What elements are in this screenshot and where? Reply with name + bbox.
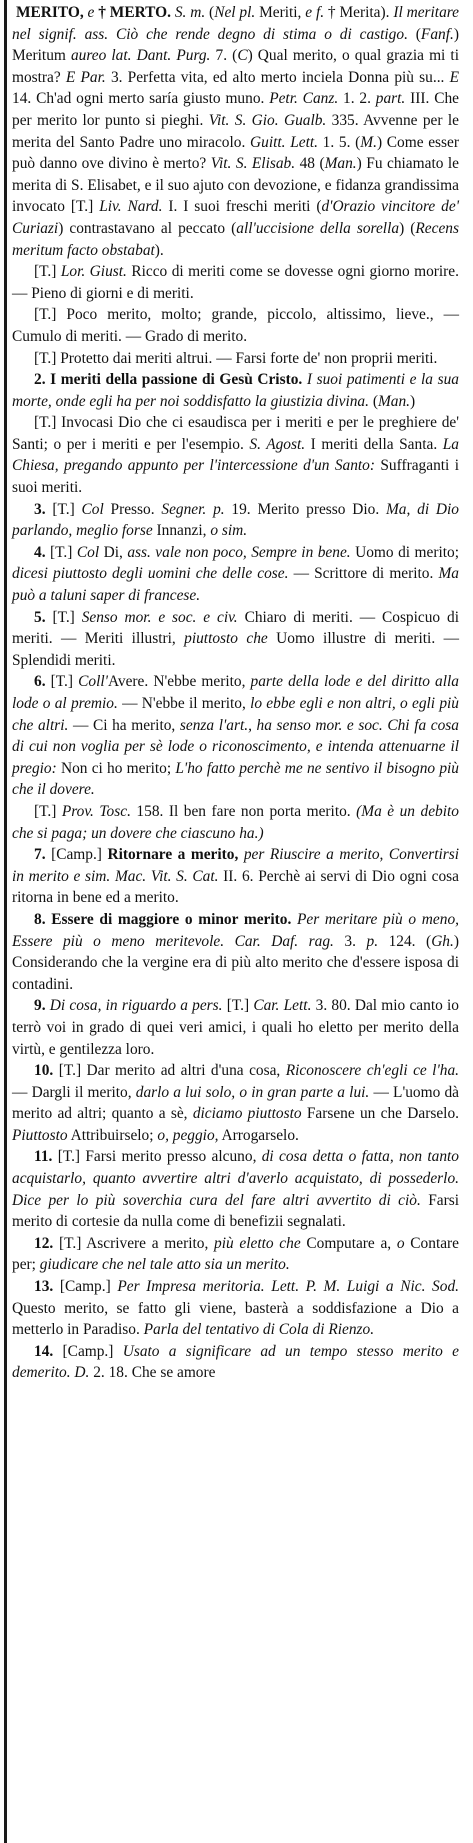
text-run: 7. ( xyxy=(210,47,238,65)
text-run: ( xyxy=(368,392,378,410)
text-run: [T.] xyxy=(34,263,61,281)
text-run: Per Impresa meritoria. Lett. P. M. Luigi a Nic. Sod. xyxy=(117,1278,459,1296)
text-run: 1. 2. xyxy=(338,90,376,108)
text-run: Vit. S. Gio. Gualb. xyxy=(208,111,327,129)
text-run: Uomo di merito; xyxy=(350,543,459,561)
text-run: 8. Essere di maggiore o minor merito. xyxy=(34,910,292,928)
text-run: 14. Ch'ad ogni merto saría giusto muno. xyxy=(12,90,270,108)
text-run: 2. I meriti della passione di Gesù Cristo. xyxy=(34,371,303,389)
entry-paragraph-16 xyxy=(12,1233,459,1276)
entry-paragraph-17 xyxy=(12,1276,459,1341)
entry-paragraph-12 xyxy=(12,909,459,995)
text-run: Fanf. xyxy=(420,25,454,43)
text-run: 3. Perfetta vita, ed alto merto inciela Donna più su... xyxy=(105,68,450,86)
text-run: [T.] xyxy=(222,997,254,1015)
text-run: [Camp.] xyxy=(45,846,108,864)
text-run: piuttosto che xyxy=(184,630,268,648)
entry-paragraph-13 xyxy=(12,995,459,1060)
text-run: diciamo piuttosto xyxy=(192,1105,302,1123)
entry-paragraph-14 xyxy=(12,1060,459,1146)
text-run: [T.] xyxy=(34,802,62,820)
text-run: part. xyxy=(375,90,406,108)
text-run: ) contrastavano al peccato ( xyxy=(58,219,237,237)
text-run: Parla del tentativo di Cola di Rienzo. xyxy=(143,1321,375,1339)
text-run: Ma, di Dio parlando, meglio forse xyxy=(12,500,459,540)
text-run: [Camp.] xyxy=(53,1278,118,1296)
text-run: 335. Avvenne per le merita del Santo Padre uno miracolo. xyxy=(12,111,459,151)
text-run: dicesi piuttosto degli uomini che delle cose. xyxy=(12,565,289,583)
text-run: 10. xyxy=(34,1062,54,1080)
entry-paragraph-8 xyxy=(12,607,459,672)
text-run: S. m. xyxy=(170,4,206,21)
text-run: Per meritare più o meno, Essere più o meno meritevole. Car. Daf. rag. xyxy=(12,910,459,950)
text-run: — N'ebbe il merito, xyxy=(117,695,251,712)
text-run: aureo lat. Dant. Purg. xyxy=(70,47,211,65)
text-run: Ma può a taluni saper di francese. xyxy=(12,565,459,605)
text-run: 2. 18. Che se amore xyxy=(89,1364,216,1382)
text-run: L'ho fatto perchè me ne sentivo il bisogno più che il dovere. xyxy=(12,759,459,799)
dictionary-entry-merito xyxy=(12,2,459,1384)
text-run: 1. 5. ( xyxy=(317,133,361,151)
text-run: Recens meritum facto obstabat xyxy=(12,219,459,259)
entry-paragraph-10 xyxy=(12,801,459,844)
text-run: ) ( xyxy=(399,219,416,237)
text-run: d'Orazio vincitore de' Curiazi xyxy=(12,198,459,237)
text-run: ). xyxy=(154,241,164,259)
text-run: Meriti, xyxy=(255,4,306,21)
text-run: Senso mor. e soc. e civ. xyxy=(81,608,238,626)
text-run: Liv. Nard. xyxy=(99,198,163,216)
text-run: senza l'art., ha senso mor. e soc. Chi fa cosa di cui non voglia per sè lode o riconoscimento, e intenda attenuarne il pregio: xyxy=(12,716,459,777)
text-run: di cosa detta o fatta, non tanto acquistarlo, quanto avvertire altri d'averlo acquistato, di possederlo. Dice per lo più soverchia cura del fare altri avvertito di ciò. xyxy=(12,1148,459,1209)
text-run: ) Qual merito, o qual grazia mi ti mostra? xyxy=(12,47,459,86)
text-run: Chiaro di meriti. — Cospicuo di meriti. — Meriti illustri, xyxy=(12,608,459,648)
entry-paragraph-18 xyxy=(12,1341,459,1384)
text-run: S. Agost. xyxy=(249,435,306,453)
text-run: Ricco di meriti come se dovesse ogni giorno morire. — Pieno di giorni e di meriti. xyxy=(12,263,459,302)
text-run: 158. Il ben fare non porta merito. xyxy=(130,802,357,820)
text-run: [T.] Protetto dai meriti altrui. — Farsi forte de' non proprii meriti. xyxy=(34,349,438,367)
text-run: 124. ( xyxy=(378,932,432,950)
text-run: Lor. Giust. xyxy=(60,263,127,281)
text-run: lo ebbe egli e non altri, o egli più che altri. xyxy=(12,695,460,734)
text-run: ass. vale non poco, Sempre in bene. xyxy=(127,543,351,561)
text-run: Il meritare nel signif. ass. Ciò che rende degno di stima o di castigo. xyxy=(12,4,460,43)
text-run: I. I suoi freschi meriti ( xyxy=(162,198,322,216)
text-run: Farsi merito di cortesie da nulla come di benefizii segnalati. xyxy=(12,1191,459,1231)
text-run: darlo a lui solo, o in gran parte a lui. xyxy=(135,1083,370,1101)
text-run: Guitt. Lett. xyxy=(250,133,318,151)
text-run: 3. xyxy=(34,500,46,518)
text-run: Prov. Tosc. xyxy=(61,802,131,820)
text-run: ) Meritum xyxy=(12,25,459,65)
text-run: ) Come esser può danno ove divino è merto? xyxy=(12,133,459,173)
text-run: Piuttosto xyxy=(12,1126,68,1144)
entry-paragraph-3 xyxy=(12,348,459,370)
text-run: 9. xyxy=(34,997,46,1015)
entry-paragraph-11 xyxy=(12,844,459,909)
text-run: Suffraganti i suoi meriti. xyxy=(12,457,459,497)
text-run: giudicare che nel tale atto sia un merito. xyxy=(39,1256,290,1274)
text-run: Di, xyxy=(99,543,128,561)
text-run: I suoi patimenti e la sua morte, onde egli ha per noi soddisfatto la giustizia divina. xyxy=(12,371,459,410)
text-run: parte della lode e del diritto alla lode o al premio. xyxy=(12,673,459,712)
text-run: La Chiesa, pregando appunto per l'intercessione d'un Santo: xyxy=(12,435,459,475)
text-run: I meriti della Santa. xyxy=(305,435,443,453)
text-run: [T.] Ascrivere a merito, xyxy=(53,1234,215,1252)
text-run: Nel pl. xyxy=(214,4,256,21)
text-run: 5. xyxy=(34,608,46,626)
text-run: Attribuirselo; xyxy=(67,1126,158,1144)
text-run: Petr. Canz. xyxy=(269,90,339,108)
entry-paragraph-9 xyxy=(12,671,459,801)
text-run: Non ci ho merito; xyxy=(56,759,176,777)
text-run: Farsene un che Darselo. xyxy=(301,1105,459,1123)
text-run: — Dargli il merito, xyxy=(12,1083,136,1101)
entry-paragraph-6 xyxy=(12,499,459,542)
text-run: Segner. p. xyxy=(161,500,225,518)
text-run: M. xyxy=(360,133,377,151)
text-run: [T.] Poco merito, molto; grande, piccolo, altissimo, lieve., — Cumulo di meriti. — Grado di merito. xyxy=(12,306,459,345)
text-run: p. xyxy=(366,932,379,950)
text-run: o sim. xyxy=(210,522,248,540)
text-run: [T.] xyxy=(45,673,79,691)
text-run: [T.] xyxy=(45,500,82,518)
text-run: Car. Lett. xyxy=(253,997,312,1015)
text-run: [T.] Dar merito ad altri d'una cosa, xyxy=(53,1062,286,1080)
text-run: 3. xyxy=(333,932,367,950)
text-run: II. 6. Perchè ai servi di Dio ogni cosa ritorna in bene ed a merito. xyxy=(12,867,459,907)
text-run: E xyxy=(449,68,459,86)
text-run: — L'uomo dà merito ad altri; quanto a sè, xyxy=(12,1083,459,1123)
text-run: † Merita). xyxy=(324,4,394,21)
text-run: Questo merito, se fatto gli viene, basterà a soddisfazione a Dio a metterlo in Paradiso. xyxy=(12,1299,459,1339)
text-run: Presso. xyxy=(103,500,162,518)
text-run: — Ci ha merito, xyxy=(68,716,180,734)
text-run: o xyxy=(396,1234,405,1252)
text-run: 14. xyxy=(34,1342,54,1360)
text-run: MERITO, xyxy=(16,4,84,21)
entry-paragraph-4 xyxy=(12,369,459,412)
text-run: ( xyxy=(205,4,215,21)
text-run: Di cosa, in riguardo a pers. xyxy=(45,997,223,1015)
text-run: e f. xyxy=(305,4,325,21)
entry-paragraph-5 xyxy=(12,412,459,498)
text-run: Contare per; xyxy=(12,1234,460,1274)
text-run: Avere. N'ebbe merito, xyxy=(107,673,251,691)
entry-paragraph-7 xyxy=(12,542,459,607)
text-run: Arrogarselo. xyxy=(218,1126,299,1144)
text-run: 7. xyxy=(34,846,46,864)
text-run: Gh. xyxy=(431,932,454,950)
text-run: — Scrittore di merito. xyxy=(288,565,439,583)
text-run: 13. xyxy=(34,1278,54,1296)
text-run: Uomo illustre di meriti. — Splendidi meriti. xyxy=(12,630,459,669)
text-run: (Ma è un debito che si paga; un dovere che ciascuno ha.) xyxy=(12,802,459,842)
text-run: [T.] Invocasi Dio che ci esaudisca per i meriti e per le preghiere de' Santi; o per i meriti e per l'esempio. xyxy=(12,414,459,453)
entry-paragraph-1 xyxy=(12,261,459,304)
text-run: 6. xyxy=(34,673,46,691)
text-run: ( xyxy=(407,25,421,43)
text-run: e xyxy=(83,4,99,21)
text-run: più eletto che xyxy=(214,1234,301,1252)
text-run: Man. xyxy=(377,392,411,410)
text-run: [T.] xyxy=(45,608,82,626)
text-run: III. Che per merito lor punto si pieghi. xyxy=(12,90,459,129)
text-run: [T.] Farsi merito presso alcuno, xyxy=(52,1148,262,1166)
text-run: Col xyxy=(76,543,100,561)
column-rule xyxy=(4,0,7,1843)
text-run: o, peggio, xyxy=(157,1126,219,1144)
text-run: C xyxy=(237,47,248,65)
text-run: 3. 80. Dal mio canto io terrò voi in grado di quei veri amici, i quali ho eletto per merito della virtù, e gentilezza loro. xyxy=(12,997,459,1058)
text-run: all'uccisione della sorella xyxy=(236,219,400,237)
text-run: Col xyxy=(81,500,104,518)
text-run: ) Considerando che la vergine era di più alto merito che d'essere isposa di contadini. xyxy=(12,932,459,993)
text-run: [T.] xyxy=(45,543,77,561)
text-run: ) Fu chiamato le merita di S. Elisabet, e il suo ajuto con devozione, e fidanza grandissima invocato [T.] xyxy=(12,155,460,216)
text-run: Man. xyxy=(324,155,357,173)
entry-paragraph-0 xyxy=(12,2,459,261)
text-run: 19. Merito presso Dio. xyxy=(224,500,386,518)
text-run: Computare a, xyxy=(300,1234,397,1252)
text-run: Usato a significare ad un tempo stesso merito e demerito. D. xyxy=(12,1342,460,1382)
text-run: 12. xyxy=(34,1234,54,1252)
text-run: E Par. xyxy=(65,68,106,86)
text-run: per Riuscire a merito, Convertirsi in merito e sim. Mac. Vit. S. Cat. xyxy=(12,846,460,885)
entry-paragraph-15 xyxy=(12,1146,459,1232)
text-run: 48 ( xyxy=(295,155,325,173)
text-run: ) xyxy=(410,392,416,410)
text-run: Riconoscere ch'egli ce l'ha. xyxy=(285,1062,459,1080)
text-run: [Camp.] xyxy=(53,1342,123,1360)
text-run: 11. xyxy=(34,1148,53,1166)
text-run: Ritornare a merito, xyxy=(107,846,239,864)
entry-paragraph-2 xyxy=(12,304,459,347)
text-run: 4. xyxy=(34,543,46,561)
text-run: † MERTO. xyxy=(98,4,171,21)
text-run: Coll' xyxy=(78,673,108,691)
text-run: Innanzi, xyxy=(152,522,211,540)
text-run: Vit. S. Elisab. xyxy=(210,155,296,173)
